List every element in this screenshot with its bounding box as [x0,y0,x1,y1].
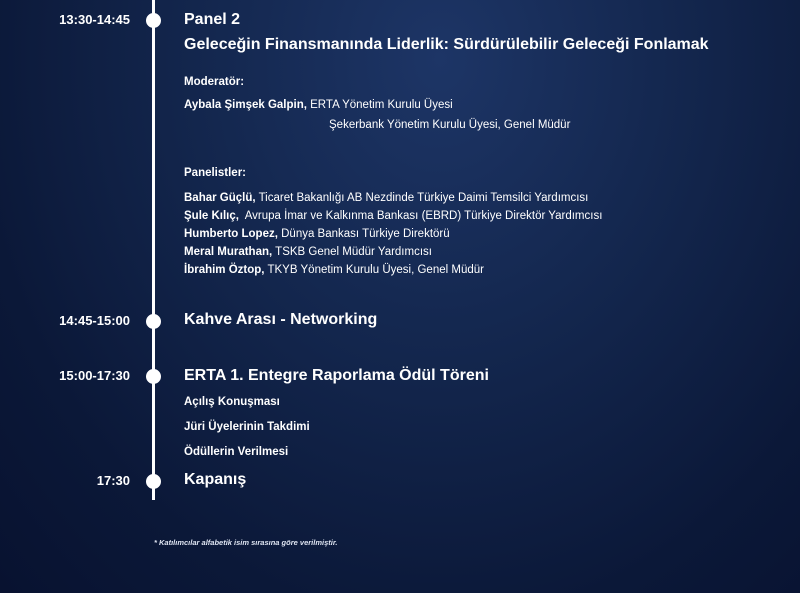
timeline-dot [146,369,161,384]
moderator-role: ERTA Yönetim Kurulu Üyesi [306,99,453,111]
timeline-line [152,0,155,500]
panelist-role: Dünya Bankası Türkiye Direktörü [277,228,450,240]
timeline-dot [146,474,161,489]
slot-time: 13:30-14:45 [59,12,130,27]
moderator-role-2: Şekerbank Yönetim Kurulu Üyesi, Genel Müdür [329,119,571,131]
slot-title: Kahve Arası - Networking [184,311,378,328]
slot-time: 17:30 [96,473,130,488]
panelist-name: Şule Kılıç, [184,210,239,222]
moderator-line [184,99,453,111]
slot-title: ERTA 1. Entegre Raporlama Ödül Töreni [184,367,489,384]
panelist-line [184,228,450,240]
ceremony-item: Ödüllerin Verilmesi [184,446,289,458]
ceremony-item: Açılış Konuşması [184,396,280,408]
panelist-name: İbrahim Öztop, [184,264,265,276]
panelist-role: Avrupa İmar ve Kalkınma Bankası (EBRD) Türkiye Direktör Yardımcısı [238,210,603,222]
timeline-dot [146,314,161,329]
panelist-role: Ticaret Bakanlığı AB Nezdinde Türkiye Daimi Temsilci Yardımcısı [255,192,589,204]
panelist-name: Humberto Lopez, [184,228,278,240]
panelist-name: Meral Murathan, [184,246,273,258]
slot-time: 15:00-17:30 [59,368,130,383]
panelist-line [184,264,484,276]
footnote: * Katılımcılar alfabetik isim sırasına göre verilmiştir. [154,538,338,547]
panelist-name: Bahar Güçlü, [184,192,256,204]
panelist-line [184,192,588,204]
slot-title: Panel 2 [184,11,241,28]
slot-title: Kapanış [184,471,247,488]
panelist-role: TKYB Yönetim Kurulu Üyesi, Genel Müdür [264,264,484,276]
panelist-line [184,210,602,222]
panelist-line [184,246,432,258]
slot-time: 14:45-15:00 [59,313,130,328]
moderator-heading: Moderatör: [184,76,245,88]
moderator-name: Aybala Şimşek Galpin, [184,99,307,111]
panelists-heading: Panelistler: [184,167,246,179]
panelist-role: TSKB Genel Müdür Yardımcısı [272,246,432,258]
panel-subtitle: Geleceğin Finansmanında Liderlik: Sürdürülebilir Geleceği Fonlamak [184,36,709,53]
ceremony-item: Jüri Üyelerinin Takdimi [184,421,310,433]
timeline-dot [146,13,161,28]
